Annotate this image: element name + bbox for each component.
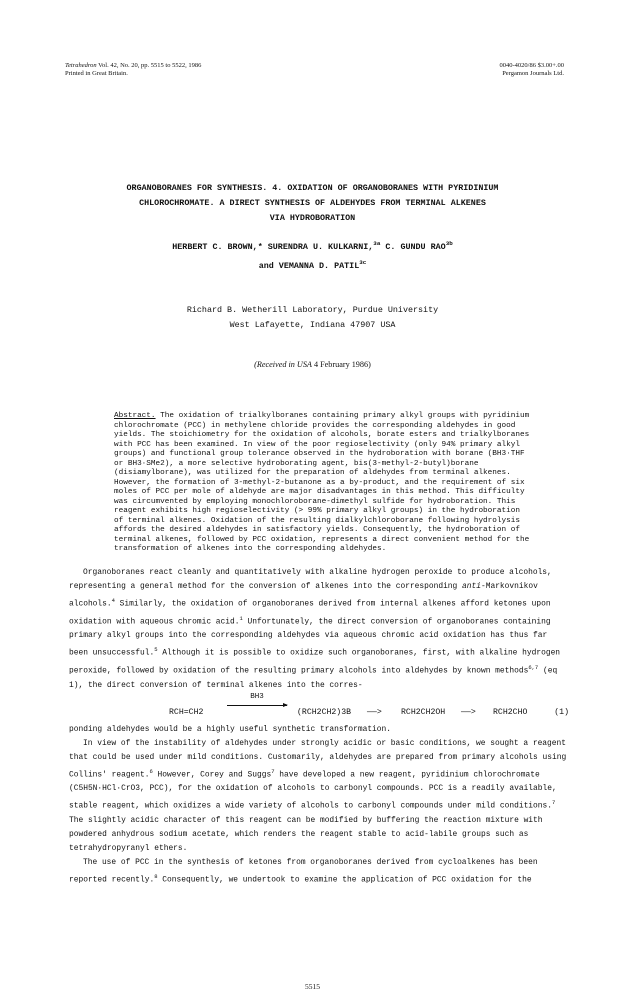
p3-text-b: Consequently, we undertook to examine the application of PCC oxidation for the <box>157 875 532 885</box>
paragraph-1-continued: ponding aldehydes would be a highly useful synthetic transformation. <box>69 724 391 734</box>
ref-8: 8 <box>154 872 158 880</box>
p1-anti: anti <box>462 582 481 591</box>
affiliation-line-1: Richard B. Wetherill Laboratory, Purdue University <box>186 305 439 315</box>
journal-name: Tetrahedron <box>65 62 97 69</box>
p1-text-a: Organoboranes react cleanly and quantitatively with alkaline hydrogen peroxide to produce alcohols, representing a general method for the conversion of alkenes into the corresponding <box>69 568 552 591</box>
printed-note: Printed in Great Britain. <box>65 70 128 77</box>
journal-header-left <box>65 62 201 78</box>
eq-arrow-3: ——> <box>461 707 476 717</box>
eq-reactant: RCH=CH2 <box>169 707 204 717</box>
author-line-1 <box>0 236 625 255</box>
paper-title <box>0 181 625 226</box>
title-line-2: CHLOROCHROMATE. A DIRECT SYNTHESIS OF ALDEHYDES FROM TERMINAL ALKENES <box>139 198 486 208</box>
received-day: 4 February 1986) <box>311 360 371 369</box>
publisher: Pergamon Journals Ltd. <box>502 70 564 77</box>
author-text-b: C. GUNDU RAO <box>380 241 446 252</box>
equation-1 <box>69 693 569 723</box>
received-prefix: (Received in USA <box>254 360 312 369</box>
eq-intermediate-2: RCH2CH2OH <box>401 707 446 717</box>
eq-number: (1) <box>554 707 569 717</box>
price-code: 0040-4020/86 $3.00+.00 <box>499 62 564 69</box>
ref-5: 5 <box>154 646 158 654</box>
page-number: 5515 <box>305 982 320 991</box>
journal-header-right <box>499 62 564 78</box>
ref-6: 6 <box>149 767 153 775</box>
received-date <box>0 360 625 369</box>
author-line-2 <box>0 255 625 274</box>
title-line-3: VIA HYDROBORATION <box>269 213 356 223</box>
affil-mark-3b: 3b <box>445 240 453 247</box>
body-text <box>69 566 569 887</box>
abstract <box>114 412 532 555</box>
citation-text: Vol. 42, No. 20, pp. 5515 to 5522, 1986 <box>96 62 202 69</box>
journal-citation <box>65 62 201 70</box>
eq-reagent: BH3 <box>250 692 264 701</box>
eq-arrow-2: ——> <box>367 707 382 717</box>
p2-text-d: The slightly acidic character of this reagent can be modified by buffering the reaction mixture with powdered anhydrous sodium acetate, which renders the reagent stable to acid-labile groups such as tetrahydropyranyl ethers. <box>69 815 543 853</box>
affiliation-line-2: West Lafayette, Indiana 47907 USA <box>229 320 396 330</box>
author-list <box>0 236 625 274</box>
p2-text-b: However, Corey and Suggs <box>152 770 272 780</box>
ref-7a: 7 <box>271 767 275 775</box>
ref-1: 1 <box>239 614 243 622</box>
author-text-a: HERBERT C. BROWN,* SURENDRA U. KULKARNI, <box>172 241 374 252</box>
affil-mark-3c: 3c <box>359 258 367 266</box>
p1-text-f: (eq 1), the direct conversion of terminal alkenes into the corres- <box>69 666 558 690</box>
paragraph-1 <box>69 566 569 693</box>
title-line-1: ORGANOBORANES FOR SYNTHESIS. 4. OXIDATION OF ORGANOBORANES WITH PYRIDINIUM <box>126 183 499 193</box>
p1-text-c: Similarly, the oxidation of organoboranes derived from internal alkenes afford ketones upon oxidation with aqueous chromic acid. <box>69 599 551 627</box>
eq-product: RCH2CHO <box>493 707 528 717</box>
p2-text-a: In view of the instability of aldehydes under strongly acidic or basic conditions, we sought a reagent that could be used under mild conditions. Customarily, aldehydes are prepared from primary alcohols using Collins' reagent. <box>69 738 567 780</box>
ref-4: 4 <box>111 597 115 604</box>
ref-7b: 7 <box>552 799 556 807</box>
paragraph-3 <box>69 856 569 888</box>
author-text-c: and VEMANNA D. PATIL <box>258 260 360 271</box>
abstract-label: Abstract. <box>114 412 156 420</box>
affil-mark-3a: 3a <box>373 240 381 247</box>
arrow-icon <box>227 705 287 706</box>
p2-text-c: have developed a new reagent, pyridinium chlorochromate (C5H5N·HCl·CrO3, PCC), for the oxidation of alcohols to carbonyl compounds. PCC is a readily available, stable reagent, which oxidizes a wide variety of alcohols to carbonyl compounds under mild conditions. <box>69 770 557 811</box>
eq-intermediate-1: (RCH2CH2)3B <box>297 707 352 717</box>
p3-text-a: The use of PCC in the synthesis of ketones from organoboranes derived from cycloalkenes has been reported recently. <box>69 857 538 885</box>
ref-6-7: 6,7 <box>528 663 539 671</box>
p1-text-e: Although it is possible to oxidize such organoboranes, first, with alkaline hydrogen peroxide, followed by oxidation of the resulting primary alcohols into aldehydes by known methods <box>69 648 561 676</box>
abstract-text: The oxidation of trialkylboranes containing primary alkyl groups with pyridinium chlorochromate (PCC) in methylene chloride provides the corresponding aldehydes in good yields. The stoichiometry for the oxidation of alcohols, borate esters and trialkylboranes with PCC has been examined. In view of the poor regioselectivity (only 94% primary alkyl groups) and functional group tolerance observed in the hydroboration with borane (BH3·THF or BH3·SMe2), a more selective hydroborating agent, bis(3-methyl-2-butyl)borane (disiamylborane), was utilized for the preparation of aldehydes from terminal alkenes. However, the formation of 3-methyl-2-butanone as a by-product, and the requirement of six moles of PCC per mole of aldehyde are major disadvantages in this method. This difficulty was circumvented by employing monochloroborane-dimethyl sulfide for hydroboration. This reagent exhibits high regioselectivity (> 99% primary alkyl groups) in the hydroboration of terminal alkenes. Oxidation of the resulting dialkylchloroborane following hydrolysis affords the desired aldehydes in satisfactory yields. Consequently, the hydroboration of terminal alkenes, followed by PCC oxidation, represents a direct convenient method for the transformation of alkenes into the corresponding aldehydes. <box>114 412 530 553</box>
affiliation <box>0 303 625 333</box>
paragraph-2 <box>69 737 569 856</box>
eq-reaction-arrow <box>227 693 287 706</box>
p1-text-b: -Markovnikov alcohols. <box>69 582 538 609</box>
p1-text-d: Unfortunately, the direct conversion of organoboranes containing primary alkyl groups into the corresponding aldehydes via aqueous chromic acid oxidation has thus far been unsuccessful. <box>69 617 551 658</box>
